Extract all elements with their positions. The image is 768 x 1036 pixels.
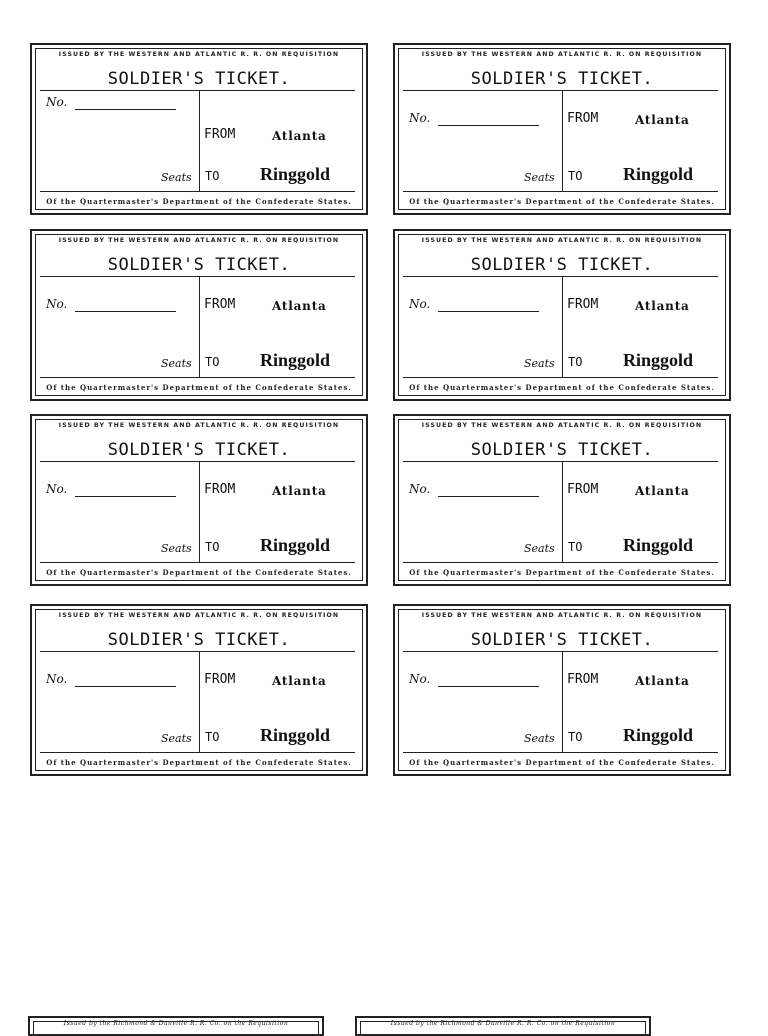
from-station: Atlanta — [272, 129, 327, 143]
from-label: FROM — [204, 482, 236, 497]
ticket-title: SOLDIER'S TICKET. — [107, 440, 291, 460]
ticket-title: SOLDIER'S TICKET. — [107, 255, 291, 275]
ticket-footer: Of the Quartermaster's Department of the Confederate States. — [46, 758, 352, 767]
ticket-title: SOLDIER'S TICKET. — [470, 255, 654, 275]
to-station: Ringgold — [260, 350, 331, 370]
ticket — [30, 604, 368, 776]
from-station: Atlanta — [272, 484, 327, 498]
to-label: TO — [568, 730, 583, 744]
ticket — [30, 414, 368, 586]
ticket-title: SOLDIER'S TICKET. — [470, 630, 654, 650]
divider — [199, 652, 200, 752]
ticket-footer: Of the Quartermaster's Department of the Confederate States. — [46, 197, 352, 206]
ticket-number-blank — [75, 686, 176, 687]
ticket-number-blank — [438, 496, 539, 497]
ticket-issuer: ISSUED BY THE WESTERN AND ATLANTIC R. R. ON REQUISITION — [58, 422, 340, 429]
partial-ticket-issuer: Issued by the Richmond & Danville R. R. Co. on the Requisition — [63, 1020, 289, 1027]
footer-rule — [40, 562, 355, 563]
title-rule — [403, 651, 718, 652]
ticket-number-blank — [438, 686, 539, 687]
divider — [199, 91, 200, 191]
divider — [199, 277, 200, 377]
divider — [562, 277, 563, 377]
ticket-issuer: ISSUED BY THE WESTERN AND ATLANTIC R. R. ON REQUISITION — [58, 237, 340, 244]
title-rule — [403, 276, 718, 277]
from-label: FROM — [567, 111, 599, 126]
divider — [562, 652, 563, 752]
ticket-number-label: No. — [46, 672, 68, 686]
to-label: TO — [205, 540, 220, 554]
from-station: Atlanta — [272, 674, 327, 688]
from-station: Atlanta — [272, 299, 327, 313]
ticket — [393, 43, 731, 215]
ticket-footer: Of the Quartermaster's Department of the Confederate States. — [409, 383, 715, 392]
from-label: FROM — [567, 297, 599, 312]
seats-label: Seats — [524, 357, 555, 370]
from-station: Atlanta — [635, 113, 690, 127]
ticket-footer: Of the Quartermaster's Department of the Confederate States. — [46, 383, 352, 392]
ticket-footer: Of the Quartermaster's Department of the Confederate States. — [409, 568, 715, 577]
ticket — [393, 229, 731, 401]
seats-label: Seats — [161, 171, 192, 184]
seats-label: Seats — [524, 732, 555, 745]
ticket-number-blank — [438, 311, 539, 312]
to-station: Ringgold — [623, 164, 694, 184]
ticket-number-label: No. — [46, 297, 68, 311]
footer-rule — [403, 191, 718, 192]
seats-label: Seats — [161, 732, 192, 745]
footer-rule — [40, 377, 355, 378]
ticket-issuer: ISSUED BY THE WESTERN AND ATLANTIC R. R. ON REQUISITION — [421, 51, 703, 58]
footer-rule — [403, 752, 718, 753]
title-rule — [40, 651, 355, 652]
ticket-number-blank — [75, 311, 176, 312]
title-rule — [403, 90, 718, 91]
ticket-number-label: No. — [46, 95, 68, 109]
from-station: Atlanta — [635, 299, 690, 313]
to-station: Ringgold — [623, 725, 694, 745]
to-label: TO — [205, 169, 220, 183]
from-label: FROM — [204, 297, 236, 312]
ticket-issuer: ISSUED BY THE WESTERN AND ATLANTIC R. R. ON REQUISITION — [58, 51, 340, 58]
ticket — [30, 43, 368, 215]
ticket-title: SOLDIER'S TICKET. — [470, 440, 654, 460]
title-rule — [40, 461, 355, 462]
ticket — [393, 604, 731, 776]
ticket-number-label: No. — [409, 482, 431, 496]
from-label: FROM — [204, 672, 236, 687]
title-rule — [40, 90, 355, 91]
ticket — [393, 414, 731, 586]
to-station: Ringgold — [623, 350, 694, 370]
from-station: Atlanta — [635, 674, 690, 688]
divider — [562, 462, 563, 562]
to-label: TO — [568, 540, 583, 554]
seats-label: Seats — [161, 357, 192, 370]
ticket-number-label: No. — [46, 482, 68, 496]
from-station: Atlanta — [635, 484, 690, 498]
ticket-footer: Of the Quartermaster's Department of the Confederate States. — [46, 568, 352, 577]
to-station: Ringgold — [260, 725, 331, 745]
ticket-number-blank — [75, 109, 176, 110]
partial-ticket — [28, 1016, 324, 1036]
ticket-footer: Of the Quartermaster's Department of the Confederate States. — [409, 758, 715, 767]
ticket-issuer: ISSUED BY THE WESTERN AND ATLANTIC R. R. ON REQUISITION — [421, 612, 703, 619]
ticket-issuer: ISSUED BY THE WESTERN AND ATLANTIC R. R. ON REQUISITION — [58, 612, 340, 619]
to-label: TO — [568, 355, 583, 369]
to-label: TO — [205, 355, 220, 369]
ticket-number-label: No. — [409, 297, 431, 311]
ticket-issuer: ISSUED BY THE WESTERN AND ATLANTIC R. R. ON REQUISITION — [421, 237, 703, 244]
footer-rule — [40, 752, 355, 753]
ticket-number-label: No. — [409, 672, 431, 686]
seats-label: Seats — [161, 542, 192, 555]
ticket-title: SOLDIER'S TICKET. — [107, 69, 291, 89]
ticket-issuer: ISSUED BY THE WESTERN AND ATLANTIC R. R. ON REQUISITION — [421, 422, 703, 429]
from-label: FROM — [567, 672, 599, 687]
footer-rule — [403, 377, 718, 378]
divider — [562, 91, 563, 191]
title-rule — [403, 461, 718, 462]
ticket — [30, 229, 368, 401]
ticket-footer: Of the Quartermaster's Department of the Confederate States. — [409, 197, 715, 206]
title-rule — [40, 276, 355, 277]
from-label: FROM — [204, 127, 236, 142]
partial-ticket-issuer: Issued by the Richmond & Danville R. R. Co. on the Requisition — [390, 1020, 616, 1027]
to-label: TO — [568, 169, 583, 183]
partial-ticket — [355, 1016, 651, 1036]
ticket-title: SOLDIER'S TICKET. — [470, 69, 654, 89]
to-station: Ringgold — [623, 535, 694, 555]
seats-label: Seats — [524, 542, 555, 555]
to-station: Ringgold — [260, 535, 331, 555]
divider — [199, 462, 200, 562]
footer-rule — [403, 562, 718, 563]
ticket-number-blank — [438, 125, 539, 126]
ticket-title: SOLDIER'S TICKET. — [107, 630, 291, 650]
to-label: TO — [205, 730, 220, 744]
from-label: FROM — [567, 482, 599, 497]
ticket-number-blank — [75, 496, 176, 497]
to-station: Ringgold — [260, 164, 331, 184]
footer-rule — [40, 191, 355, 192]
ticket-number-label: No. — [409, 111, 431, 125]
seats-label: Seats — [524, 171, 555, 184]
